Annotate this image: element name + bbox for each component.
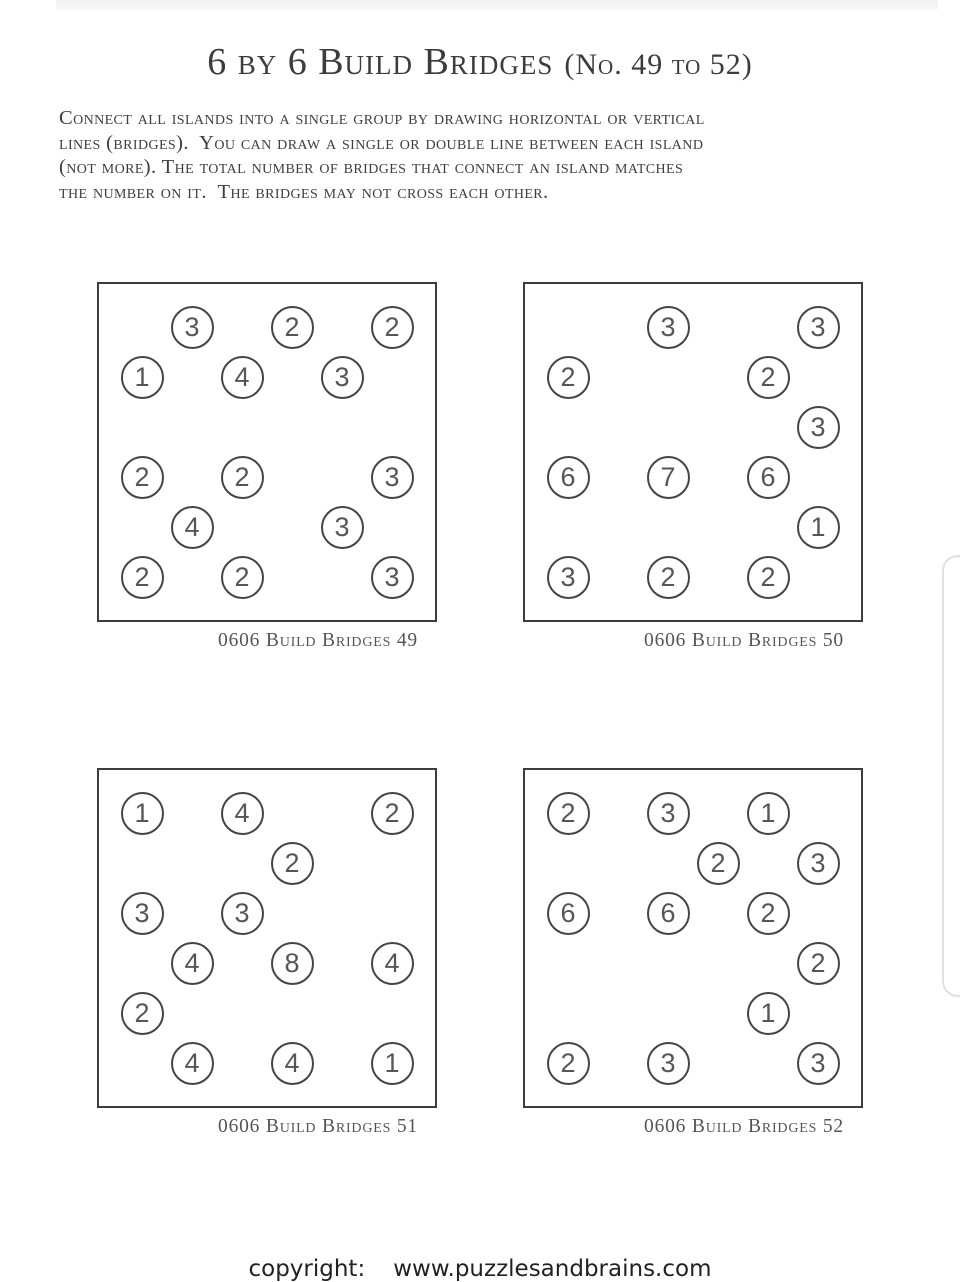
island-circle: 3 (797, 1042, 840, 1085)
island-circle: 1 (747, 992, 790, 1035)
page-edge-band (56, 0, 938, 11)
island-circle: 3 (121, 892, 164, 935)
title-number-range: (No. 49 to 52) (564, 48, 753, 81)
island-circle: 1 (797, 506, 840, 549)
island-circle: 4 (371, 942, 414, 985)
island-circle: 6 (547, 456, 590, 499)
island-circle: 7 (647, 456, 690, 499)
island-circle: 3 (647, 306, 690, 349)
island-circle: 3 (797, 306, 840, 349)
puzzle-50 (523, 282, 863, 664)
island-circle: 2 (121, 456, 164, 499)
island-circle: 2 (747, 892, 790, 935)
island-circle: 1 (121, 356, 164, 399)
island-circle: 2 (747, 556, 790, 599)
island-circle: 2 (371, 792, 414, 835)
puzzle-51 (97, 768, 437, 1150)
island-circle: 3 (647, 792, 690, 835)
island-circle: 2 (547, 356, 590, 399)
island-circle: 2 (271, 842, 314, 885)
island-circle: 3 (647, 1042, 690, 1085)
instruction-line: Connect all islands into a single group by drawing horizontal or vertical (59, 107, 705, 129)
instruction-line: the number on it. The bridges may not cross each other. (59, 180, 549, 203)
island-circle: 4 (271, 1042, 314, 1085)
island-circle: 6 (747, 456, 790, 499)
puzzle-caption-52: 0606 Build Bridges 52 (644, 1116, 844, 1137)
island-circle: 4 (221, 792, 264, 835)
island-circle: 2 (647, 556, 690, 599)
puzzle-caption-50: 0606 Build Bridges 50 (644, 630, 844, 651)
island-circle: 6 (547, 892, 590, 935)
island-circle: 2 (697, 842, 740, 885)
island-circle: 2 (121, 556, 164, 599)
instruction-line: lines (bridges). You can draw a single or double line between each island (59, 131, 704, 154)
puzzle-board-51 (97, 768, 437, 1108)
copyright-label: copyright: (248, 1256, 366, 1282)
island-circle: 3 (321, 506, 364, 549)
island-circle: 4 (171, 506, 214, 549)
island-circle: 1 (371, 1042, 414, 1085)
island-circle: 2 (121, 992, 164, 1035)
island-circle: 3 (171, 306, 214, 349)
island-circle: 3 (371, 556, 414, 599)
island-circle: 2 (547, 1042, 590, 1085)
copyright-url: www.puzzlesandbrains.com (393, 1256, 712, 1282)
island-circle: 3 (321, 356, 364, 399)
island-circle: 4 (171, 942, 214, 985)
puzzle-52 (523, 768, 863, 1150)
island-circle: 2 (747, 356, 790, 399)
copyright-footer (0, 1256, 960, 1282)
puzzle-board-49 (97, 282, 437, 622)
island-circle: 1 (747, 792, 790, 835)
puzzle-49 (97, 282, 437, 664)
island-circle: 3 (797, 406, 840, 449)
puzzle-board-52 (523, 768, 863, 1108)
island-circle: 1 (121, 792, 164, 835)
island-circle: 3 (547, 556, 590, 599)
island-circle: 2 (221, 556, 264, 599)
puzzle-caption-51: 0606 Build Bridges 51 (218, 1116, 418, 1137)
island-circle: 2 (221, 456, 264, 499)
instructions (59, 106, 705, 204)
title-main: 6 by 6 Build Bridges (207, 41, 554, 83)
island-circle: 3 (221, 892, 264, 935)
island-circle: 3 (371, 456, 414, 499)
page-title (0, 40, 960, 84)
island-circle: 4 (221, 356, 264, 399)
puzzle-board-50 (523, 282, 863, 622)
puzzle-caption-49: 0606 Build Bridges 49 (218, 630, 418, 651)
island-circle: 2 (547, 792, 590, 835)
island-circle: 3 (797, 842, 840, 885)
instruction-line: (not more). The total number of bridges that connect an island matches (59, 156, 684, 179)
island-circle: 2 (271, 306, 314, 349)
scrollbar-thumb[interactable] (942, 555, 960, 997)
island-circle: 6 (647, 892, 690, 935)
island-circle: 4 (171, 1042, 214, 1085)
island-circle: 2 (371, 306, 414, 349)
island-circle: 8 (271, 942, 314, 985)
island-circle: 2 (797, 942, 840, 985)
